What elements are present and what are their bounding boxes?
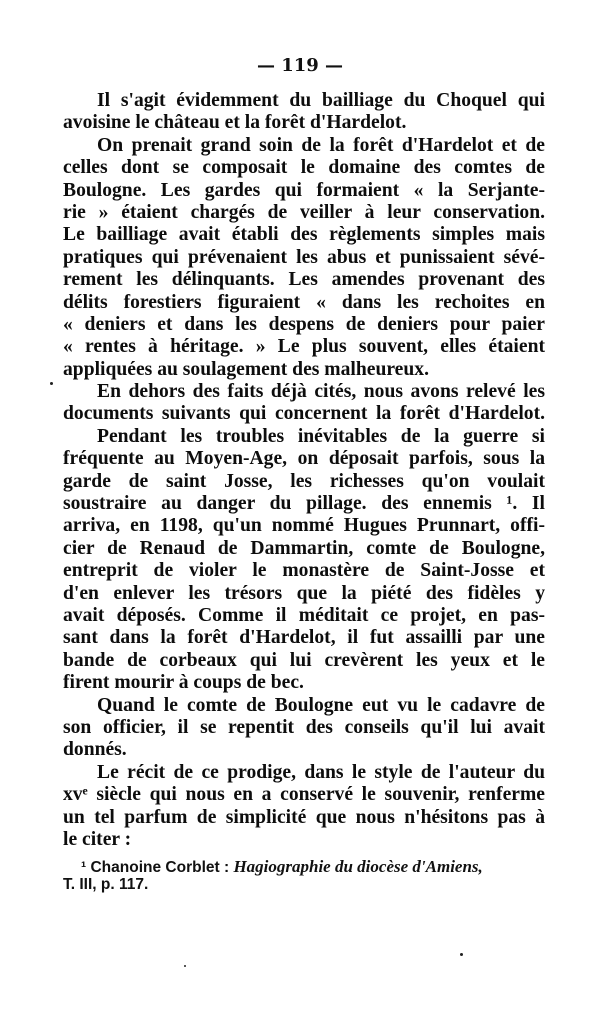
text-line: Il s'agit évidemment du bailliage du Choquel qui (97, 90, 545, 111)
text-line: soustraire au danger du pillage. des ennemis ¹. Il (63, 493, 545, 515)
footnote (63, 858, 545, 894)
text-line: firent mourir à coups de bec. (63, 672, 304, 694)
text-line: xvᵉ siècle qui nous en a conservé le souvenir, renferme (63, 784, 545, 806)
text-line: sant dans la forêt d'Hardelot, il fut assailli par une (63, 627, 545, 649)
text-line: cier de Renaud de Dammartin, comte de Boulogne, (63, 537, 545, 559)
print-speck (50, 382, 53, 385)
text-line: bande de corbeaux qui lui crevèrent les yeux et le (63, 649, 545, 671)
text-line: rement les délinquants. Les amendes provenant des (63, 269, 545, 291)
text-line: Boulogne. Les gardes qui formaient « la Serjante- (63, 179, 545, 201)
footnote-ref: T. III, p. 117. (63, 876, 149, 893)
text-line: arriva, en 1198, qu'un nommé Hugues Prunnart, offi- (63, 515, 545, 537)
text-line: Le bailliage avait établi des règlements simples mais (63, 224, 545, 246)
text-line: avait déposés. Comme il méditait ce projet, en pas- (63, 604, 545, 626)
footnote-line-1 (63, 858, 545, 876)
text-line: donnés. (63, 739, 127, 761)
text-line: entreprit de violer le monastère de Saint-Josse et (63, 560, 545, 582)
text-line: son officier, il se repentit des conseils qu'il lui avait (63, 716, 545, 738)
footnote-author: Chanoine Corblet : (90, 859, 230, 876)
text-line: fréquente au Moyen-Age, on déposait parfois, sous la (63, 448, 545, 470)
print-speck (184, 965, 186, 967)
page-number: — 119 — (256, 55, 344, 76)
footnote-marker: ¹ (81, 859, 87, 876)
text-line: rie » étaient chargés de veiller à leur conservation. (63, 201, 545, 223)
text-line: Le récit de ce prodige, dans le style de l'auteur du (97, 761, 545, 783)
text-line: « rentes à héritage. » Le plus souvent, elles étaient (63, 336, 545, 358)
text-line: En dehors des faits déjà cités, nous avons relevé les (97, 381, 545, 403)
text-line: « deniers et dans les despens de deniers pour paier (63, 313, 545, 335)
text-line: avoisine le château et la forêt d'Hardelot. (63, 112, 407, 134)
text-line: d'en enlever les trésors que la piété des fidèles y (63, 582, 545, 604)
text-line: documents suivants qui concernent la forêt d'Hardelot. (63, 403, 545, 425)
body-text (63, 90, 545, 851)
text-line: celles dont se composait le domaine des comtes de (63, 157, 545, 179)
footnote-title: Hagiographie du diocèse d'Amiens, (233, 857, 483, 876)
print-speck (460, 953, 463, 956)
text-line: On prenait grand soin de la forêt d'Hardelot et de (97, 134, 545, 156)
text-line: un tel parfum de simplicité que nous n'hésitons pas à (63, 806, 545, 828)
text-line: le citer : (63, 828, 132, 850)
text-line: Quand le comte de Boulogne eut vu le cadavre de (97, 694, 545, 716)
text-line: appliquées au soulagement des malheureux. (63, 358, 429, 380)
text-line: délits forestiers figuraient « dans les rechoites en (63, 291, 545, 313)
text-line: garde de saint Josse, les richesses qu'on voulait (63, 470, 545, 492)
text-line: Pendant les troubles inévitables de la guerre si (97, 425, 545, 447)
text-line: pratiques qui prévenaient les abus et punissaient sévé- (63, 246, 545, 268)
